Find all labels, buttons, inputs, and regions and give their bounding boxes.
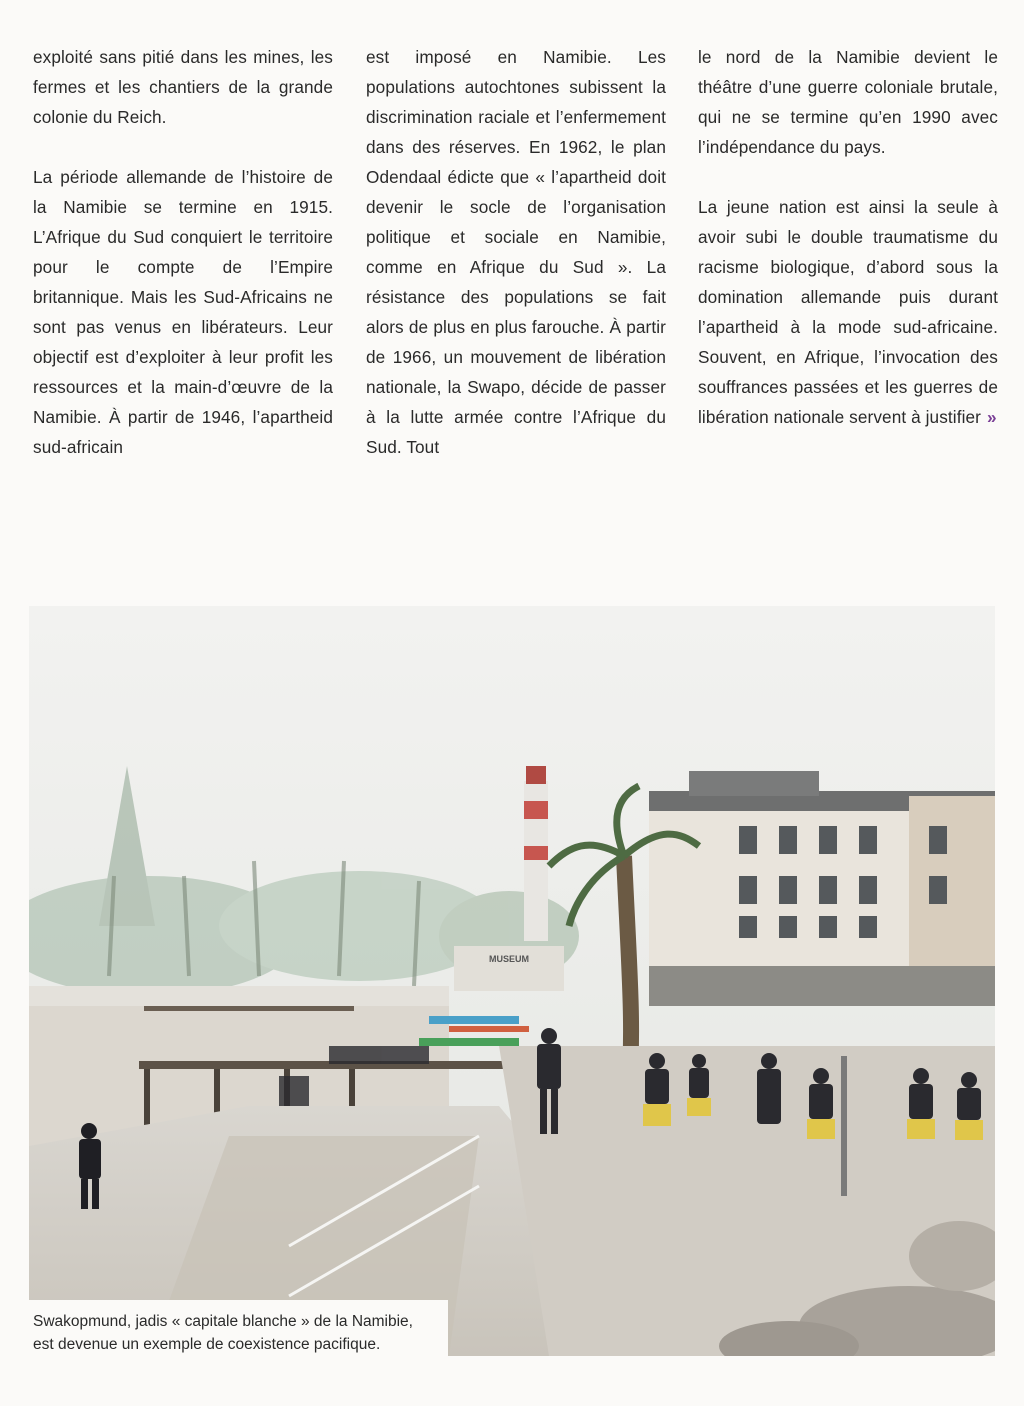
photo-caption <box>29 1300 448 1356</box>
text-column-3 <box>698 42 998 432</box>
paragraph: est imposé en Namibie. Les populations autochtones subissent la discrimination raciale et l’enfermement dans des réserves. En 1962, le plan Odendaal édicte que « l’apartheid doit devenir le socle de l’organisation politique et sociale en Namibie, comme en Afrique du Sud ». La résistance des populations se fait alors de plus en plus farouche. À partir de 1966, un mouvement de libération nationale, la Swapo, décide de passer à la lutte armée contre l’Afrique du Sud. Tout <box>366 47 666 457</box>
continue-mark: » <box>986 407 997 427</box>
sign-post <box>841 1056 847 1196</box>
museum-building <box>454 946 564 991</box>
text-column-1 <box>33 42 333 462</box>
caption-line-1: Swakopmund, jadis « capitale blanche » de la Namibie, <box>33 1313 413 1330</box>
paragraph-text: La jeune nation est ainsi la seule à avoir subi le double traumatisme du racisme biologique, d’abord sous la domination allemande puis durant l’apartheid à la mode sud-africaine. Souvent, en Afrique, l’invocation des souffrances passées et les guerres de libération nationale servent à justifier <box>698 197 998 427</box>
museum-sign: MUSEUM <box>489 954 529 964</box>
paragraph <box>698 192 998 432</box>
paragraph: le nord de la Namibie devient le théâtre d’une guerre coloniale brutale, qui ne se termine qu’en 1990 avec l’indépendance du pays. <box>698 47 998 157</box>
paragraph: La période allemande de l’histoire de la Namibie se termine en 1915. L’Afrique du Sud conquiert le territoire pour le compte de l’Empire britannique. Mais les Sud-Africains ne sont pas venus en libérateurs. Leur objectif est d’exploiter à leur profit les ressources et la main-d’œuvre de la Namibie. À partir de 1946, l’apartheid sud-africain <box>33 167 333 457</box>
hotel-building <box>649 771 995 1006</box>
swakopmund-photo <box>29 606 995 1356</box>
text-column-2 <box>366 42 666 462</box>
lighthouse <box>524 766 548 941</box>
paragraph: exploité sans pitié dans les mines, les fermes et les chantiers de la grande colonie du Reich. <box>33 47 333 127</box>
caption-line-2: est devenue un exemple de coexistence pacifique. <box>33 1336 381 1353</box>
